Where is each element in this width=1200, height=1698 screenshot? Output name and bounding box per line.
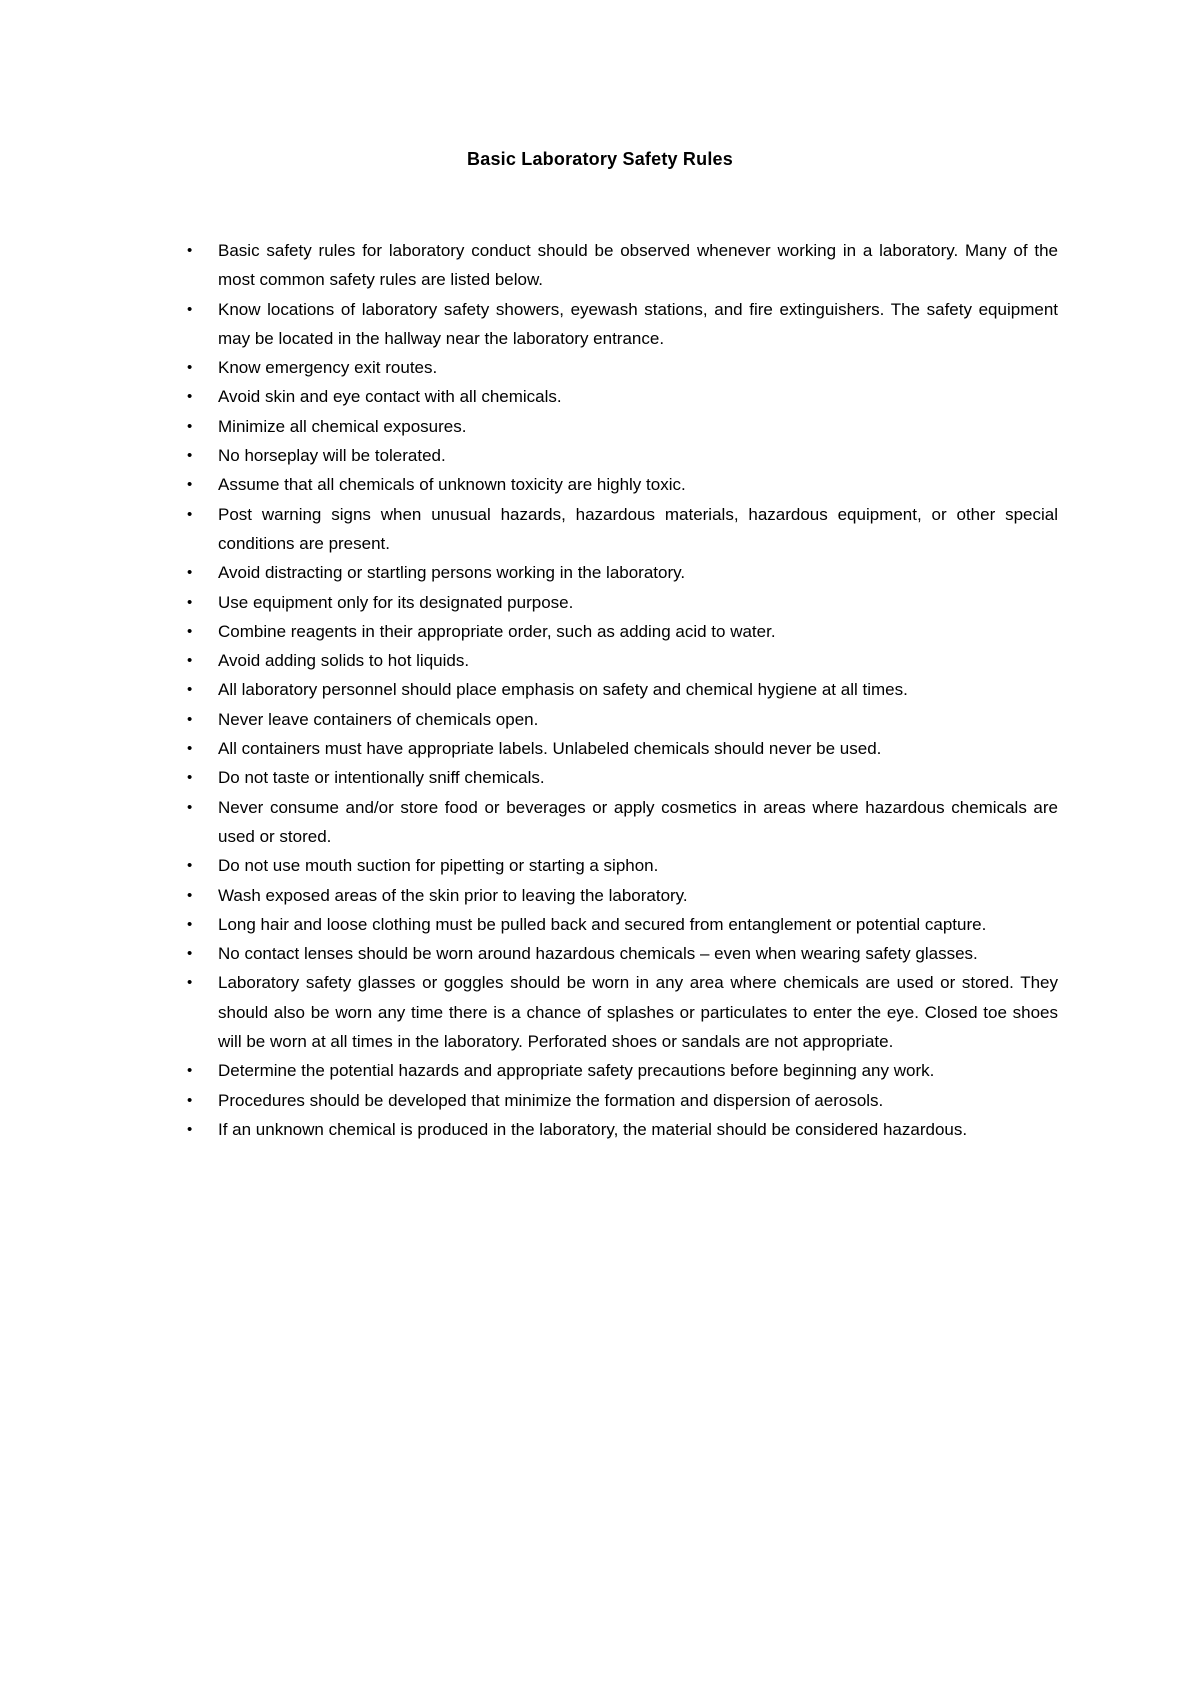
bullet-icon: • <box>187 476 193 494</box>
rule-text: Avoid adding solids to hot liquids. <box>218 651 470 671</box>
rule-text: Do not taste or intentionally sniff chemicals. <box>218 768 545 788</box>
list-item <box>187 500 1058 559</box>
bullet-icon: • <box>187 447 193 465</box>
list-item <box>187 558 1058 587</box>
rule-text: Wash exposed areas of the skin prior to leaving the laboratory. <box>218 885 688 905</box>
rule-text: Use equipment only for its designated purpose. <box>218 592 574 612</box>
bullet-icon: • <box>187 945 193 963</box>
list-item <box>187 470 1058 499</box>
bullet-icon: • <box>187 359 193 377</box>
list-item <box>187 588 1058 617</box>
bullet-icon: • <box>187 681 193 699</box>
bullet-icon: • <box>187 974 193 992</box>
bullet-icon: • <box>187 505 193 523</box>
list-item <box>187 793 1058 852</box>
rule-text: No horseplay will be tolerated. <box>218 446 446 466</box>
rule-text: No contact lenses should be worn around hazardous chemicals – even when wearing safety glasses. <box>218 944 978 964</box>
list-item <box>187 382 1058 411</box>
rule-text: Do not use mouth suction for pipetting or starting a siphon. <box>218 856 659 876</box>
list-item <box>187 968 1058 1056</box>
bullet-icon: • <box>187 300 193 318</box>
bullet-icon: • <box>187 622 193 640</box>
document-title: Basic Laboratory Safety Rules <box>467 149 733 169</box>
rule-text: Avoid distracting or startling persons working in the laboratory. <box>218 563 686 583</box>
list-item <box>187 910 1058 939</box>
rule-text: If an unknown chemical is produced in the laboratory, the material should be considered hazardous. <box>218 1119 968 1139</box>
bullet-icon: • <box>187 886 193 904</box>
rule-text: Minimize all chemical exposures. <box>218 416 467 436</box>
list-item <box>187 1086 1058 1115</box>
bullet-icon: • <box>187 388 193 406</box>
list-item <box>187 441 1058 470</box>
rule-text: All containers must have appropriate labels. Unlabeled chemicals should never be used. <box>218 739 882 759</box>
list-item <box>187 851 1058 880</box>
list-item <box>187 617 1058 646</box>
bullet-icon: • <box>187 1091 193 1109</box>
rule-text: Laboratory safety glasses or goggles should be worn in any area where chemicals are used or stored. They should also be worn any time there is a chance of splashes or particulates to enter the eye. Closed toe shoes will be worn at all times in the laboratory. Perforated shoes or sandals are not appropriate. <box>218 973 1058 1052</box>
bullet-icon: • <box>187 242 193 259</box>
rule-text: Combine reagents in their appropriate order, such as adding acid to water. <box>218 621 776 641</box>
list-item <box>187 675 1058 704</box>
rule-text: Never leave containers of chemicals open. <box>218 709 539 729</box>
rule-text: Assume that all chemicals of unknown toxicity are highly toxic. <box>218 475 686 495</box>
list-item <box>187 646 1058 675</box>
list-item <box>187 1115 1058 1144</box>
bullet-icon: • <box>187 710 193 728</box>
list-item <box>187 705 1058 734</box>
rule-text: Avoid skin and eye contact with all chemicals. <box>218 387 562 407</box>
bullet-icon: • <box>187 769 193 787</box>
safety-rules-list <box>0 236 1200 1144</box>
list-item <box>187 412 1058 441</box>
rule-text: Long hair and loose clothing must be pulled back and secured from entanglement or potential capture. <box>218 914 987 934</box>
bullet-icon: • <box>187 740 193 758</box>
rule-text: All laboratory personnel should place emphasis on safety and chemical hygiene at all times. <box>218 680 908 700</box>
bullet-icon: • <box>187 1062 193 1080</box>
list-item <box>187 763 1058 792</box>
rule-text: Procedures should be developed that minimize the formation and dispersion of aerosols. <box>218 1090 884 1110</box>
list-item <box>187 939 1058 968</box>
list-item <box>187 881 1058 910</box>
rule-text: Know locations of laboratory safety showers, eyewash stations, and fire extinguishers. The safety equipment may be located in the hallway near the laboratory entrance. <box>218 299 1058 348</box>
list-item <box>187 353 1058 382</box>
bullet-icon: • <box>187 857 193 875</box>
rule-text: Never consume and/or store food or beverages or apply cosmetics in areas where hazardous chemicals are used or stored. <box>218 797 1058 846</box>
rule-text: Post warning signs when unusual hazards, hazardous materials, hazardous equipment, or other special conditions are present. <box>218 504 1058 553</box>
rule-text: Basic safety rules for laboratory conduct should be observed whenever working in a laboratory. Many of the most common safety rules are listed below. <box>218 241 1058 290</box>
bullet-icon: • <box>187 915 193 933</box>
bullet-icon: • <box>187 798 193 816</box>
list-item <box>187 236 1058 295</box>
bullet-icon: • <box>187 593 193 611</box>
bullet-icon: • <box>187 417 193 435</box>
list-item <box>187 734 1058 763</box>
rule-text: Determine the potential hazards and appropriate safety precautions before beginning any work. <box>218 1061 935 1081</box>
bullet-icon: • <box>187 1120 193 1138</box>
bullet-icon: • <box>187 564 193 582</box>
rule-text: Know emergency exit routes. <box>218 358 438 378</box>
list-item <box>187 1056 1058 1085</box>
list-item <box>187 295 1058 354</box>
bullet-icon: • <box>187 652 193 670</box>
